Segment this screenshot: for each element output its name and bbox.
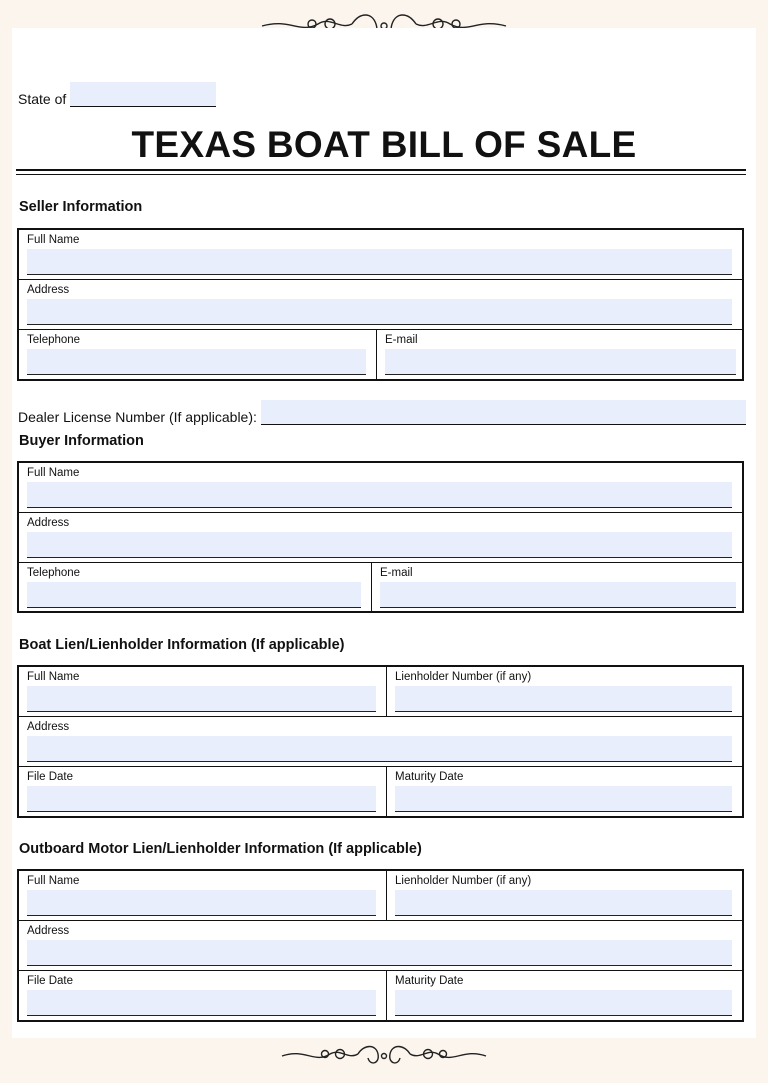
buyer-full-name-label: Full Name (27, 467, 80, 479)
buyer-address-label: Address (27, 517, 70, 529)
seller-heading: Seller Information (19, 199, 143, 215)
buyer-row-address (19, 513, 742, 563)
motor-lien-file-date-field[interactable] (27, 990, 376, 1016)
boat-lien-row-dates (19, 767, 742, 817)
seller-address-label: Address (27, 284, 70, 296)
boat-lien-box (17, 665, 744, 818)
boat-lien-heading: Boat Lien/Lienholder Information (If applicable) (19, 637, 345, 653)
buyer-row-name (19, 463, 742, 513)
boat-lien-number-field[interactable] (395, 686, 732, 712)
seller-address-cell (19, 280, 742, 329)
form-page (12, 28, 756, 1038)
motor-lien-number-label: Lienholder Number (if any) (395, 875, 532, 887)
seller-box (17, 228, 744, 381)
boat-lien-file-date-cell (19, 767, 386, 817)
boat-lien-maturity-date-label: Maturity Date (395, 771, 464, 783)
motor-lien-address-cell (19, 921, 742, 970)
motor-lien-row-dates (19, 971, 742, 1021)
boat-lien-address-field[interactable] (27, 736, 732, 762)
buyer-heading: Buyer Information (19, 433, 144, 449)
seller-row-address (19, 280, 742, 330)
boat-lien-full-name-label: Full Name (27, 671, 80, 683)
motor-lien-heading: Outboard Motor Lien/Lienholder Information (If applicable) (19, 841, 422, 857)
seller-email-label: E-mail (385, 334, 418, 346)
motor-lien-maturity-date-field[interactable] (395, 990, 732, 1016)
motor-lien-maturity-date-label: Maturity Date (395, 975, 464, 987)
dealer-license-line (18, 400, 746, 425)
motor-lien-full-name-field[interactable] (27, 890, 376, 916)
motor-lien-address-label: Address (27, 925, 70, 937)
state-line (18, 82, 216, 107)
boat-lien-number-label: Lienholder Number (if any) (395, 671, 532, 683)
motor-lien-file-date-label: File Date (27, 975, 74, 987)
state-field[interactable] (70, 82, 216, 107)
form-title: TEXAS BOAT BILL OF SALE (131, 124, 637, 165)
boat-lien-file-date-field[interactable] (27, 786, 376, 812)
buyer-row-contact (19, 563, 742, 613)
seller-full-name-cell (19, 230, 742, 279)
title-rule (16, 169, 746, 171)
buyer-email-cell (371, 563, 742, 613)
motor-lien-number-field[interactable] (395, 890, 732, 916)
boat-lien-full-name-cell (19, 667, 386, 716)
motor-lien-box (17, 869, 744, 1022)
motor-lien-row-address (19, 921, 742, 971)
boat-lien-row-address (19, 717, 742, 767)
buyer-box (17, 461, 744, 613)
boat-lien-full-name-field[interactable] (27, 686, 376, 712)
buyer-telephone-cell (19, 563, 371, 613)
boat-lien-address-label: Address (27, 721, 70, 733)
buyer-email-label: E-mail (380, 567, 413, 579)
seller-telephone-cell (19, 330, 376, 380)
seller-telephone-label: Telephone (27, 334, 81, 346)
boat-lien-address-cell (19, 717, 742, 766)
title-rule-thin (16, 174, 746, 175)
state-label: State of (18, 91, 67, 107)
motor-lien-address-field[interactable] (27, 940, 732, 966)
buyer-address-cell (19, 513, 742, 562)
buyer-telephone-label: Telephone (27, 567, 81, 579)
motor-lien-full-name-label: Full Name (27, 875, 80, 887)
motor-lien-row-name (19, 871, 742, 921)
seller-row-contact (19, 330, 742, 380)
seller-full-name-field[interactable] (27, 249, 732, 275)
seller-full-name-label: Full Name (27, 234, 80, 246)
seller-telephone-field[interactable] (27, 349, 366, 375)
seller-row-name (19, 230, 742, 280)
boat-lien-maturity-date-field[interactable] (395, 786, 732, 812)
dealer-license-label: Dealer License Number (If applicable): (18, 409, 257, 425)
buyer-full-name-cell (19, 463, 742, 512)
motor-lien-full-name-cell (19, 871, 386, 920)
buyer-full-name-field[interactable] (27, 482, 732, 508)
motor-lien-number-cell (386, 871, 742, 920)
motor-lien-maturity-date-cell (386, 971, 742, 1021)
buyer-address-field[interactable] (27, 532, 732, 558)
dealer-license-field[interactable] (261, 400, 746, 425)
motor-lien-file-date-cell (19, 971, 386, 1021)
buyer-telephone-field[interactable] (27, 582, 361, 608)
seller-address-field[interactable] (27, 299, 732, 325)
boat-lien-file-date-label: File Date (27, 771, 74, 783)
buyer-email-field[interactable] (380, 582, 736, 608)
boat-lien-row-name (19, 667, 742, 717)
flourish-ornament-bottom (0, 1040, 768, 1072)
boat-lien-number-cell (386, 667, 742, 716)
seller-email-cell (376, 330, 742, 380)
boat-lien-maturity-date-cell (386, 767, 742, 817)
seller-email-field[interactable] (385, 349, 736, 375)
